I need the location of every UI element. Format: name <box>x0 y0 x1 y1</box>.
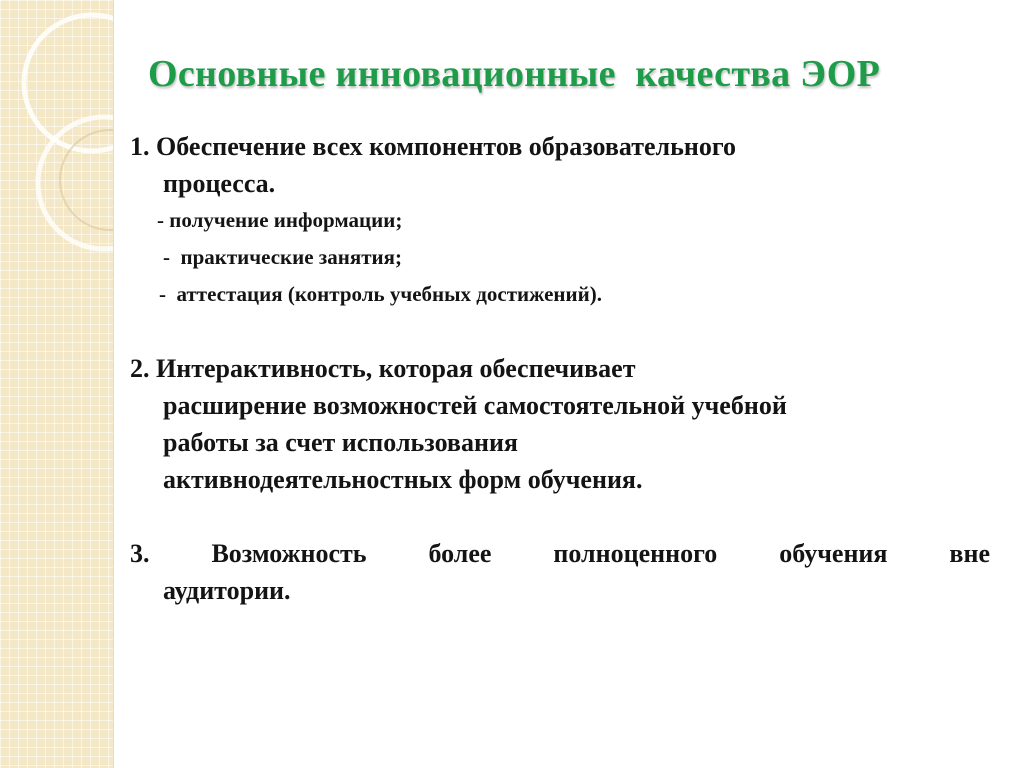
list-item-1-line-2: процесса. <box>163 169 276 198</box>
list-item-2-line-3: работы за счет использования <box>163 428 518 457</box>
list-item-3-line-2: аудитории. <box>163 576 291 605</box>
list-item-1-line-1: 1. Обеспечение всех компонентов образовательного <box>130 132 737 161</box>
sub-item-practice: - практические занятия; <box>163 245 402 269</box>
list-item-2-line-4: активнодеятельностных форм обучения. <box>163 465 643 494</box>
slide-title: Основные инновационные качества ЭОР <box>148 53 881 95</box>
list-item-3-line-1: 3. Возможность более полноценного обучения вне <box>130 539 990 568</box>
decorative-side-panel <box>0 0 114 768</box>
list-item-1 <box>130 128 990 313</box>
list-item-2-line-2: расширение возможностей самостоятельной учебной <box>163 391 787 420</box>
spacer <box>130 498 990 535</box>
list-item-2-line-1: 2. Интерактивность, которая обеспечивает <box>130 354 636 383</box>
list-item-2 <box>130 350 990 498</box>
slide-body <box>130 128 990 609</box>
list-item-3 <box>130 535 990 609</box>
decorative-rings <box>0 0 113 768</box>
spacer <box>130 313 990 350</box>
sub-item-assessment: - аттестация (контроль учебных достижений). <box>159 282 602 306</box>
sub-item-information: - получение информации; <box>157 208 403 232</box>
